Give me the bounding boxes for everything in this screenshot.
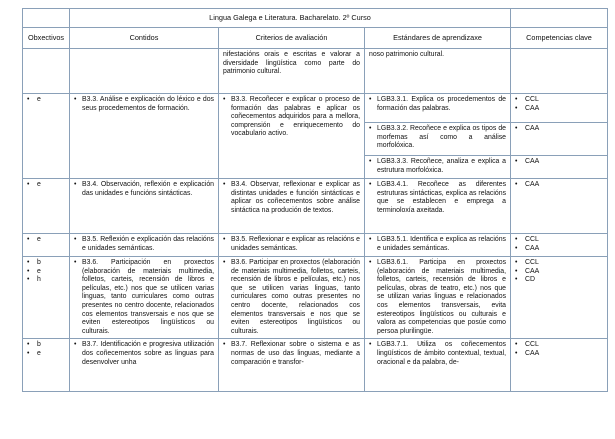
standard-cell: noso patrimonio cultural. [365,49,511,94]
competence-item: • CCL [515,341,603,350]
table-row [23,257,608,339]
competences-cell [511,123,608,156]
criterion-text: • B3.5. Reflexionar e explicar as relacións e unidades semánticas. [223,236,360,253]
competences-cell [511,234,608,257]
content-text: • B3.4. Observación, reflexión e explicación das unidades e funcións sintácticas. [74,181,214,198]
competence-item: • CAA [515,245,603,254]
content-text: • B3.6. Participación en proxectos (elaboración de materiais multimedia, folletos, carteis, recensión de libros e películas, etc.) nos que se utilicen varias linguas, tanto curriculares como outras presentes no centro docente, relacionados cos elementos transversais e nos que se eviten estereotipos lingüísticos ou culturais. [74,259,214,336]
standard-cell [365,94,511,123]
content-text: • B3.3. Análise e explicación do léxico e dos seus procedementos de formación. [74,96,214,113]
empty-corner-cell [511,9,608,28]
competence-item: • CCL [515,236,603,245]
competence-item: • CCL [515,96,603,105]
competences-cell [511,257,608,339]
standard-text: • LGB3.3.3. Recoñece, analiza e explica a estrutura morfolóxica. [369,158,506,175]
standard-cell [365,257,511,339]
objectives-cell [23,94,70,179]
criterion-text: • B3.3. Recoñecer e explicar o proceso de formación das palabras e aplicar os coñecementos adquiridos para a mellora, comprensión e enriquecemento do vocabulario activo. [223,96,360,139]
header-contents: Contidos [70,28,219,49]
standard-text: • LGB3.3.1. Explica os procedementos de formación das palabras. [369,96,506,113]
competence-item: • CD [515,276,603,285]
empty-corner-cell [23,9,70,28]
criterion-cell [219,257,365,339]
table-row [23,234,608,257]
standard-cell [365,179,511,234]
standard-cell [365,156,511,179]
objectives-cell [23,339,70,392]
header-competences: Competencias clave [511,28,608,49]
content-cell [70,94,219,179]
header-objectives: Obxectivos [23,28,70,49]
objective-item: • b [27,341,65,350]
competences-cell [511,179,608,234]
table-header-row [23,28,608,49]
objectives-cell [23,257,70,339]
objective-item: • e [27,350,65,359]
content-cell [70,179,219,234]
standard-text: • LGB3.4.1. Recoñece as diferentes estruturas sintácticas, explica as relacións que se establecen e emprega a terminoloxía axeitada. [369,181,506,215]
objective-item: • e [27,236,65,245]
competence-item: • CAA [515,268,603,277]
content-cell [70,234,219,257]
competences-cell [511,49,608,94]
table-row [23,94,608,123]
standard-text: • LGB3.3.2. Recoñece e explica os tipos de morfemas así como a análise morfolóxica. [369,125,506,151]
criterion-text: • B3.6. Participar en proxectos (elaboración de materiais multimedia, folletos, carteis, recensión de libros e películas, etc.) nos que se utilicen varias linguas, tanto curriculares como outras presentes no centro docente, relacionados cos elementos transversais e nos que se eviten estereotipos lingüísticos ou culturais. [223,259,360,336]
table-title-row [23,9,608,28]
curriculum-table [22,8,608,392]
table-row [23,339,608,392]
standard-cell [365,123,511,156]
table-title: Lingua Galega e Literatura. Bacharelato. 2º Curso [70,9,511,28]
competences-cell [511,339,608,392]
objective-item: • e [27,181,65,190]
content-cell [70,49,219,94]
criterion-cell [219,234,365,257]
header-criteria: Criterios de avaliación [219,28,365,49]
standard-cell [365,234,511,257]
competence-item: • CAA [515,181,603,190]
objectives-cell [23,179,70,234]
criterion-cell [219,339,365,392]
content-text: • B3.7. Identificación e progresiva utilización dos coñecementos sobre as linguas para desenvolver unha [74,341,214,367]
objectives-cell [23,49,70,94]
competence-item: • CAA [515,158,603,167]
competence-item: • CAA [515,105,603,114]
header-standards: Estándares de aprendizaxe [365,28,511,49]
standard-text: • LGB3.5.1. Identifica e explica as relacións e unidades semánticas. [369,236,506,253]
content-cell [70,257,219,339]
table-row [23,49,608,94]
standard-text: • LGB3.7.1. Utiliza os coñecementos lingüísticos de ámbito contextual, textual, oracional e da palabra, de- [369,341,506,367]
competences-cell [511,156,608,179]
objective-item: • b [27,259,65,268]
competence-item: • CAA [515,350,603,359]
content-cell [70,339,219,392]
standard-text: • LGB3.6.1. Participa en proxectos (elaboración de materiais multimedia, folletos, carteis, recensión de libros e películas, obras de teatro, etc.) nos que se utilizan varias linguas e relacionados cos elementos transversais, evita estereotipos lingüísticos ou culturais e valora as competencias que posúe como persoa plurilingüe. [369,259,506,336]
criterion-cell: nifestacións orais e escritas e valorar a diversidade lingüística como parte do patrimonio cultural. [219,49,365,94]
criterion-text: • B3.4. Observar, reflexionar e explicar as distintas unidades e función sintácticas e aplicar os coñecementos sobre análise sintáctica na produción de textos. [223,181,360,215]
objectives-cell [23,234,70,257]
content-text: • B3.5. Reflexión e explicación das relacións e unidades semánticas. [74,236,214,253]
competence-item: • CCL [515,259,603,268]
criterion-cell [219,179,365,234]
criterion-text: • B3.7. Reflexionar sobre o sistema e as normas de uso das linguas, mediante a comparación e transfor- [223,341,360,367]
criterion-cell [219,94,365,179]
standard-cell [365,339,511,392]
objective-item: • e [27,268,65,277]
competence-item: • CAA [515,125,603,134]
competences-cell [511,94,608,123]
objective-item: • h [27,276,65,285]
objective-item: • e [27,96,65,105]
table-row [23,179,608,234]
